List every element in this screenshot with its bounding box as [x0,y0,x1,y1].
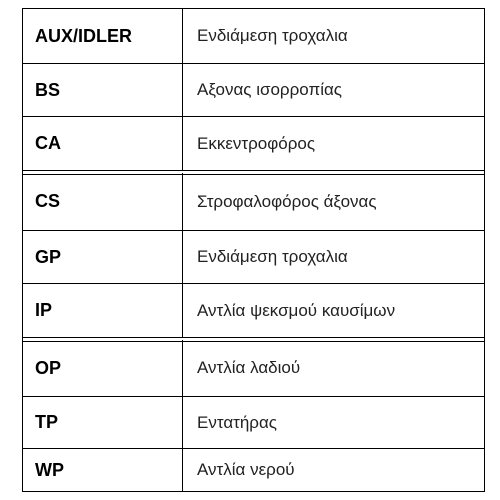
table-row [23,397,484,448]
table-row [23,449,484,491]
table-row [23,64,484,116]
abbreviation-code: BS [23,64,183,116]
table-row [23,9,484,63]
abbreviation-description: Αξονας ισορροπίας [197,80,342,99]
abbreviation-code: GP [23,231,183,283]
abbreviation-table [22,8,485,492]
table-row [23,173,484,230]
abbreviation-description: Ενδιάμεση τροχαλια [197,26,348,45]
abbreviation-description: Εντατήρας [197,412,278,432]
abbreviation-code: CA [23,117,183,170]
abbreviation-description: Εκκεντροφόρος [197,133,316,153]
abbreviation-code: OP [23,340,183,396]
abbreviation-description: Αντλία λαδιού [197,358,301,377]
abbreviation-description: Ενδιάμεση τροχαλια [197,247,348,266]
abbreviation-description: Αντλία ψεκσμού καυσίμων [197,300,396,320]
table-row [23,340,484,396]
table-row [23,284,484,337]
abbreviation-code: WP [23,449,183,491]
abbreviation-code: CS [23,173,183,230]
abbreviation-description: Αντλία νερού [197,460,295,479]
table-row [23,231,484,283]
abbreviation-code: AUX/IDLER [23,9,183,63]
table-row [23,117,484,170]
abbreviation-code: TP [23,397,183,448]
abbreviation-description: Στροφαλοφόρος άξονας [197,191,377,211]
abbreviation-code: IP [23,284,183,337]
